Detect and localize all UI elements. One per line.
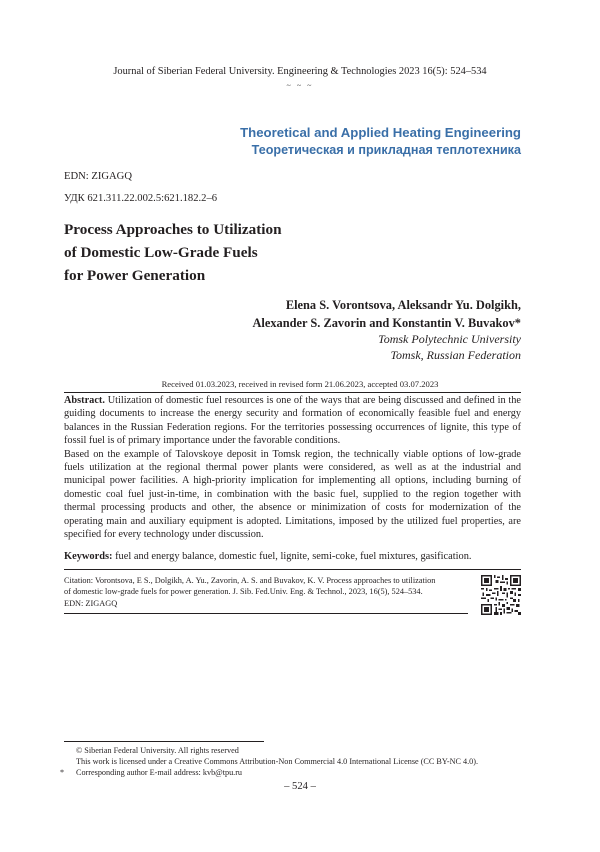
keywords xyxy=(64,550,521,563)
affiliation-org: Tomsk Polytechnic University xyxy=(378,332,521,346)
journal-header: Journal of Siberian Federal University. Engineering & Technologies 2023 16(5): 524–534 xyxy=(113,66,487,77)
section-heading-ru: Теоретическая и прикладная теплотехника xyxy=(251,143,521,157)
received-dates: Received 01.03.2023, received in revised form 21.06.2023, accepted 03.07.2023 xyxy=(161,379,439,389)
keywords-text: fuel and energy balance, domestic fuel, lignite, semi-coke, fuel mixtures, gasification. xyxy=(112,551,472,562)
section-heading-en: Theoretical and Applied Heating Engineering xyxy=(240,125,521,140)
header-ornament: ~ ~ ~ xyxy=(286,81,314,90)
abstract-text-1: Utilization of domestic fuel resources is one of the ways that are being discussed and defined in the guiding documents to increase the energy security and formation of economically feasible fuel and energy balances in the Russian Federation regions. For the territories possessing occurrences of lignite, this type of fossil fuel is of primary importance under the favorable conditions. xyxy=(64,395,521,447)
udk-code: УДК 621.311.22.002.5:621.182.2–6 xyxy=(64,193,218,204)
citation-line-3: EDN: ZIGAGQ xyxy=(64,598,118,608)
title-line-1: Process Approaches to Utilization xyxy=(64,221,282,238)
license-note: This work is licensed under a Creative Commons Attribution-Non Commercial 4.0 International License (CC BY-NC 4.0). xyxy=(76,757,479,766)
page-number: – 524 – xyxy=(284,781,316,792)
title-line-3: for Power Generation xyxy=(64,267,206,284)
citation-top-rule xyxy=(64,569,521,570)
abstract-top-rule xyxy=(64,392,521,393)
title-line-2: of Domestic Low-Grade Fuels xyxy=(64,244,258,261)
abstract-label: Abstract. xyxy=(64,395,105,406)
keywords-label: Keywords: xyxy=(64,551,113,562)
article-title xyxy=(64,218,364,287)
corresponding-author-note xyxy=(60,767,534,778)
abstract xyxy=(64,394,521,541)
qr-code-icon xyxy=(481,575,521,615)
corresponding-author-email: Corresponding author E-mail address: kvb@tpu.ru xyxy=(76,768,243,777)
affiliation-place: Tomsk, Russian Federation xyxy=(390,348,521,362)
abstract-paragraph-1 xyxy=(64,394,521,448)
citation-line-1: Citation: Vorontsova, E S., Dolgikh, A. Yu., Zavorin, A. S. and Buvakov, K. V. Process approaches to utilization xyxy=(64,576,436,585)
citation xyxy=(64,575,474,609)
authors-line-1: Elena S. Vorontsova, Aleksandr Yu. Dolgikh, xyxy=(285,298,521,312)
edn-code: EDN: ZIGAGQ xyxy=(64,171,132,182)
citation-bottom-rule xyxy=(64,613,468,614)
footnote-star: * xyxy=(60,768,65,777)
citation-line-2: of domestic low-grade fuels for power generation. J. Sib. Fed.Univ. Eng. & Technol., 2023, 16(5), 524–534. xyxy=(64,587,423,597)
copyright-note: © Siberian Federal University. All rights reserved xyxy=(76,746,239,755)
abstract-paragraph-2: Based on the example of Talovskoye deposit in Tomsk region, the technically viable options of low-grade fuels utilization at the regional thermal power plants were considered, as well as at the industrial and municipal power facilities. A high-priority implication for implementing all options, including burning of domestic coal fuel just-in-time, in combination with the basic fuel, supplied to the region together with thermal processing products and other, the absence or minimization of costs for modernization of the operating main and auxiliary equipment is adopted. Limitations, imposed by the utilized fuel properties, are specified for every technology under discussion. xyxy=(64,448,521,541)
footnote-rule xyxy=(64,741,264,742)
footnotes xyxy=(60,745,534,778)
authors-line-2: Alexander S. Zavorin and Konstantin V. Buvakov* xyxy=(252,316,521,330)
